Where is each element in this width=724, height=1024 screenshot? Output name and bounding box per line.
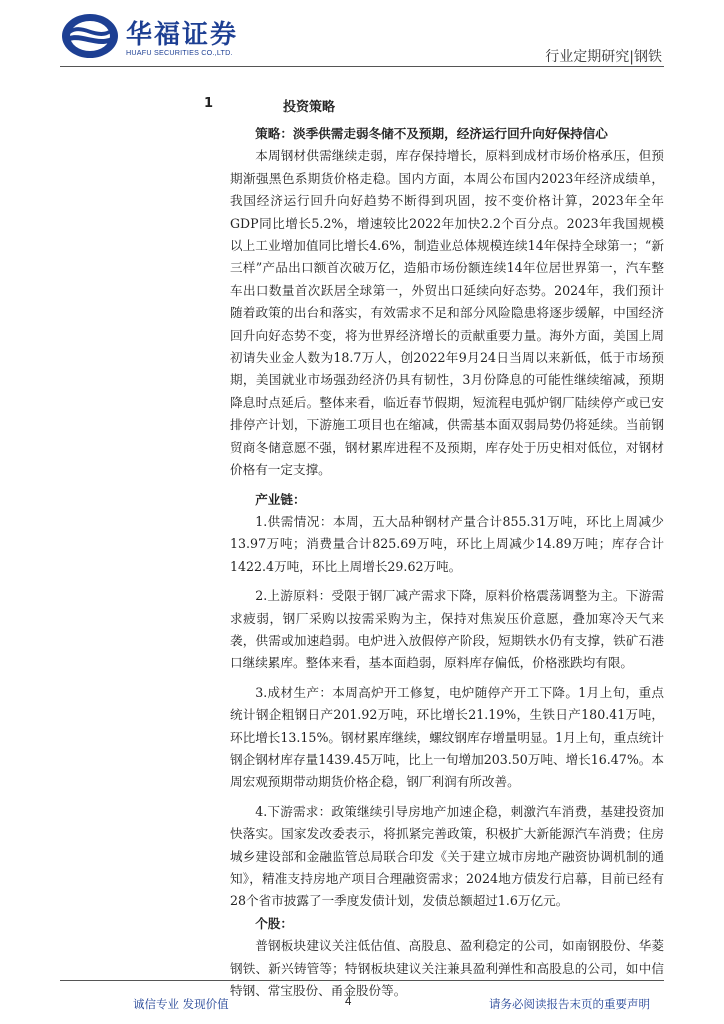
footer-slogan: 诚信专业 发现价值 <box>133 997 229 1011</box>
industry-item-downstream: 4.下游需求：政策继续引导房地产加速企稳，刺激汽车消费，基建投资加快落实。国家发改委表示，将抓紧完善政策，积极扩大新能源汽车消费；住房城乡建设部和金融监管总局联合印发《关于建立城市房地产融资协调机制的通知》，精准支持房地产项目合理融资需求；2024地方债发行启幕，目前已经有28个省市披露了一季度发债计划，发债总额超过1.6万亿元。 <box>230 803 664 909</box>
strategy-heading: 策略：淡季供需走弱冬储不及预期，经济运行回升向好保持信心 <box>255 126 608 141</box>
section-title: 投资策略 <box>283 100 336 115</box>
industry-chain-heading: 产业链： <box>255 491 306 507</box>
footer-disclaimer: 请务必阅读报告末页的重要声明 <box>489 997 650 1011</box>
header-divider <box>60 66 664 67</box>
industry-item-supply-demand: 1.供需情况：本周，五大品种钢材产量合计855.31万吨，环比上周减少13.97万吨；消费量合计825.69万吨，环比上周减少14.89万吨；库存合计1422.4万吨，环比上周增长29.62万吨。 <box>230 513 664 574</box>
company-logo <box>60 12 260 64</box>
section-number: 1 <box>204 96 214 111</box>
stocks-paragraph: 普钢板块建议关注低估值、高股息、盈利稳定的公司，如南钢股份、华菱钢铁、新兴铸管等；特钢板块建议关注兼具盈利弹性和高股息的公司，如中信特钢、常宝股份、甬金股份等。 <box>230 938 664 999</box>
huafu-logo-icon <box>60 12 120 60</box>
logo-chinese-name: 华福证券 <box>126 20 239 50</box>
industry-item-upstream: 2.上游原料：受限于钢厂减产需求下降，原料价格震荡调整为主。下游需求疲弱，钢厂采购以按需采购为主，保持对焦炭压价意愿，叠加寒冷天气来袭，供需或加速趋弱。电炉进入放假停产阶段，短期铁水仍有支撑，铁矿石港口继续累库。整体来看，基本面趋弱，原料库存偏低，价格涨跌均有限。 <box>230 588 664 671</box>
report-body <box>230 123 664 1002</box>
strategy-paragraph: 本周钢材供需继续走弱，库存保持增长，原料到成材市场价格承压，但预期渐强黑色系期货价格走稳。国内方面，本周公布国内2023年经济成绩单，我国经济运行回升向好趋势不断得到巩固，按不变价格计算，2023年全年GDP同比增长5.2%，增速较比2022年加快2.2个百分点。2023年我国规模以上工业增加值同比增长4.6%，制造业总体规模连续14年保持全球第一；“新三样”产品出口额首次破万亿，造船市场份额连续14年位居世界第一，汽车整车出口数量首次跃居全球第一，外贸出口延续向好态势。2024年，我们预计随着政策的出台和落实，有效需求不足和部分风险隐患将逐步缓解，中国经济回升向好态势不变，将为世界经济增长的贡献重要力量。海外方面，美国上周初请失业金人数为18.7万人，创2022年9月24日当周以来新低，低于市场预期，美国就业市场强劲经济仍具有韧性，3月份降息的可能性继续缩减，预期降息时点延后。整体来看，临近春节假期，短流程电弧炉钢厂陆续停产或已安排停产计划，下游施工项目也在缩减，供需基本面双弱局势仍将延续。当前钢贸商冬储意愿不强，钢材累库进程不及预期，库存处于历史相对低位，对钢材价格有一定支撑。 <box>230 148 664 478</box>
footer-divider <box>60 980 664 981</box>
industry-item-production: 3.成材生产：本周高炉开工修复，电炉随停产开工下降。1月上旬，重点统计钢企粗钢日产201.92万吨，环比增长21.19%，生铁日产180.41万吨，环比增长13.15%。钢材累库继续，螺纹钢库存增量明显。1月上旬，重点统计钢企钢材库存量1439.45万吨，比上一旬增加203.50万吨、增长16.47%。本周宏观预期带动期货价格企稳，钢厂利润有所改善。 <box>230 684 664 790</box>
page-number: 4 <box>345 996 352 1008</box>
report-category: 行业定期研究|钢铁 <box>545 49 662 65</box>
stocks-heading: 个股： <box>255 915 293 931</box>
logo-english-name: HUAFU SECURITIES CO.,LTD. <box>126 48 233 57</box>
